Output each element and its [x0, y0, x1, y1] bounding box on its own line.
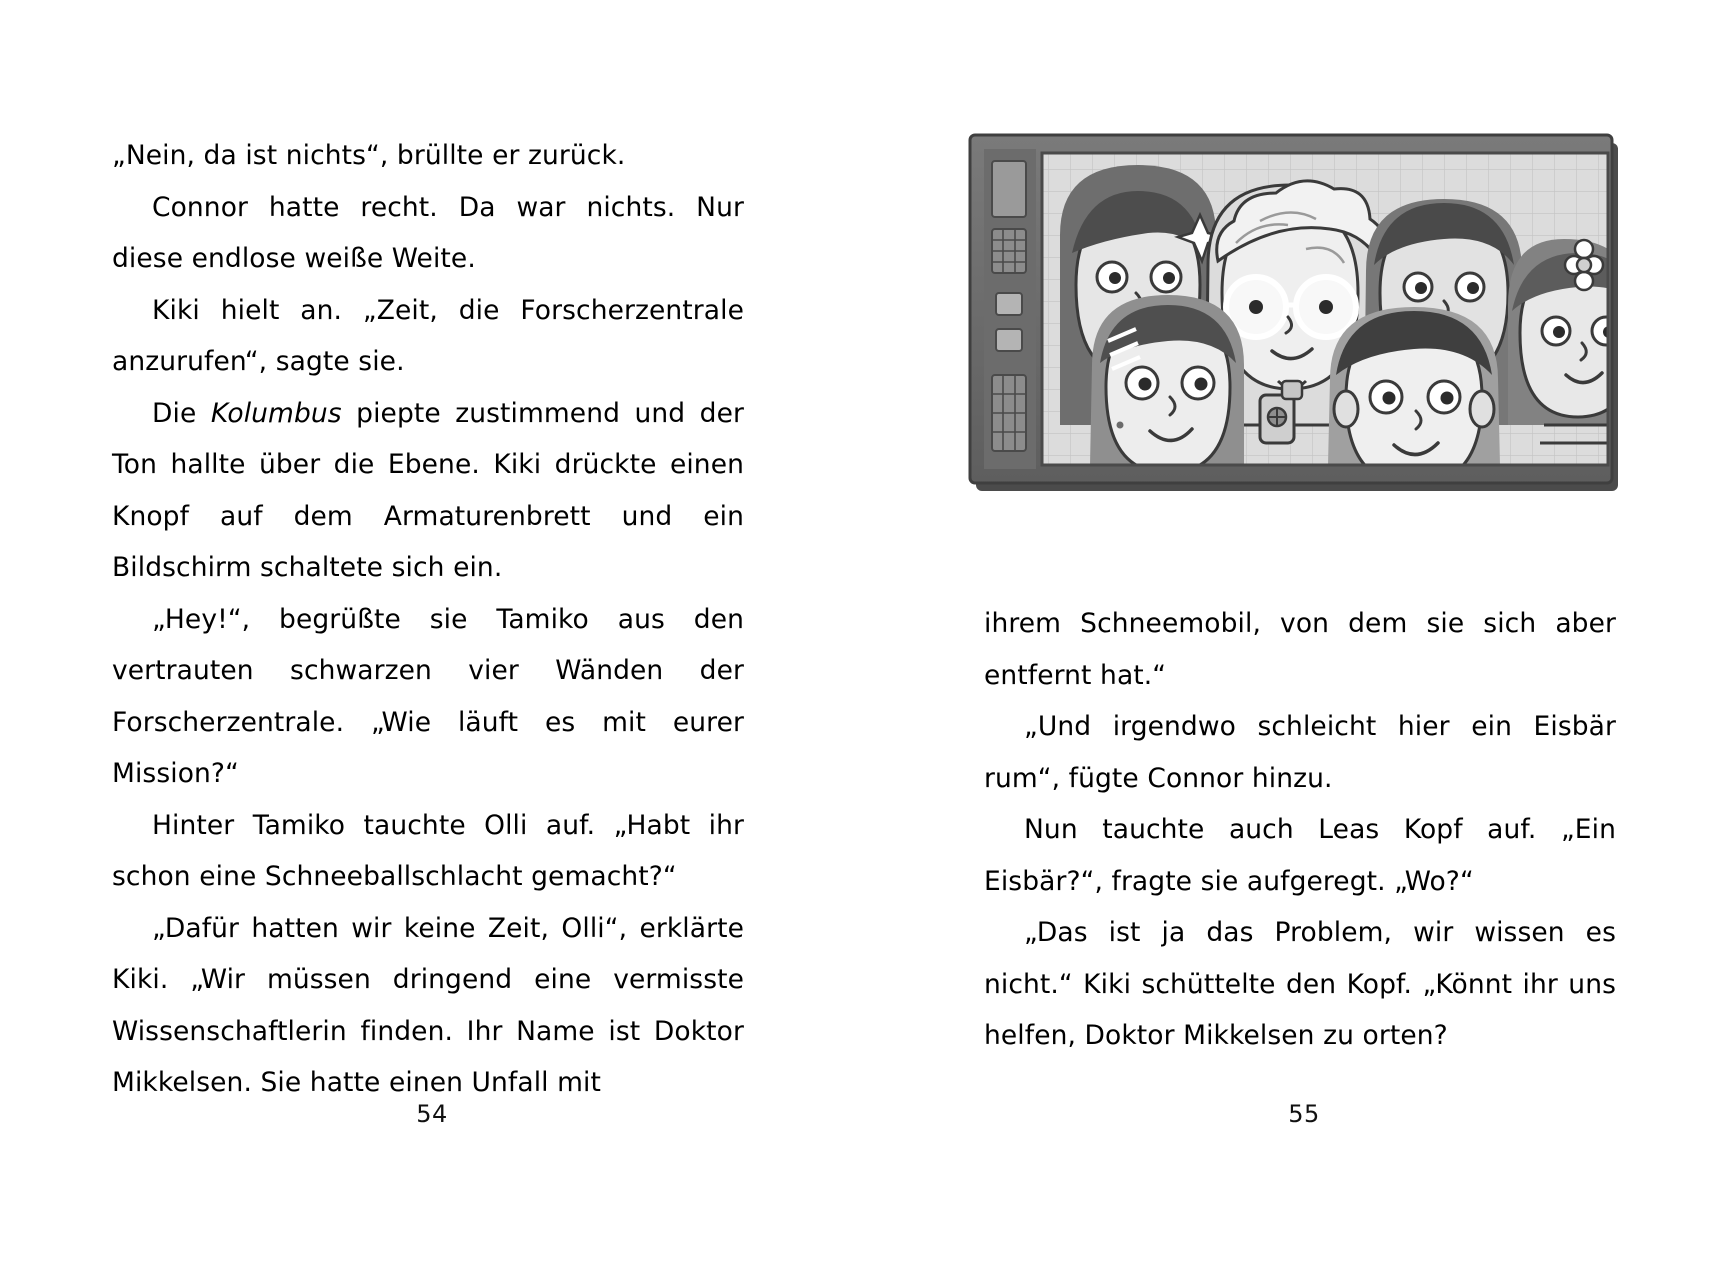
illustration-video-screen [960, 125, 1628, 505]
right-page-body [984, 598, 1616, 1062]
paragraph: „Und irgendwo schleicht hier ein Eisbär rum“, fügte Connor hinzu. [984, 711, 1616, 794]
paragraph: Hinter Tamiko tauchte Olli auf. „Habt ihr schon eine Schneeballschlacht gemacht?“ [112, 809, 744, 892]
paragraph: „Dafür hatten wir keine Zeit, Olli“, erklärte Kiki. „Wir müssen dringend eine vermisste Wissenschaftlerin finden. Ihr Name ist Doktor Mikkelsen. Sie hatte einen Unfall mit [112, 912, 744, 1098]
right-page-text [984, 598, 1616, 1062]
paragraph: „Nein, da ist nichts“, brüllte er zurück. [112, 140, 626, 171]
right-page [864, 0, 1728, 1280]
left-page-text [112, 130, 744, 1109]
paragraph: Kiki hielt an. „Zeit, die Forscherzentrale anzurufen“, sagte sie. [112, 294, 744, 377]
neck-pendant [1278, 381, 1306, 399]
italic-ship-name: Kolumbus [210, 397, 342, 429]
paragraph: „Das ist ja das Problem, wir wissen es nicht.“ Kiki schüttelte den Kopf. „Könnt ihr uns helfen, Doktor Mikkelsen zu orten? [984, 917, 1616, 1051]
child-face-6 [1328, 307, 1500, 485]
paragraph: ihrem Schneemobil, von dem sie sich aber entfernt hat.“ [984, 608, 1616, 691]
page-number: 54 [416, 1100, 448, 1128]
video-screen-illustration [960, 125, 1628, 505]
page-number: 55 [1288, 1100, 1320, 1128]
paragraph-rest: piepte zustimmend und der Ton hallte über die Ebene. Kiki drückte einen Knopf auf dem Armaturenbrett und ein Bildschirm schaltete sich ein. [112, 397, 744, 583]
paragraph: Nun tauchte auch Leas Kopf auf. „Ein Eisbär?“, fragte sie aufgeregt. „Wo?“ [984, 814, 1616, 897]
paragraph: Connor hatte recht. Da war nichts. Nur diese endlose weiße Weite. [112, 191, 744, 274]
paragraph: „Hey!“, begrüßte sie Tamiko aus den vertrauten schwarzen vier Wänden der Forscherzentrale. „Wie läuft es mit eurer Mission?“ [112, 603, 744, 789]
handheld-device [1260, 395, 1294, 443]
paragraph-with-italic: Die Kolumbus piepte zustimmend und der Ton hallte über die Ebene. Kiki drückte einen Knopf auf dem Armaturenbrett und ein Bildschirm schaltete sich ein. [112, 397, 744, 583]
